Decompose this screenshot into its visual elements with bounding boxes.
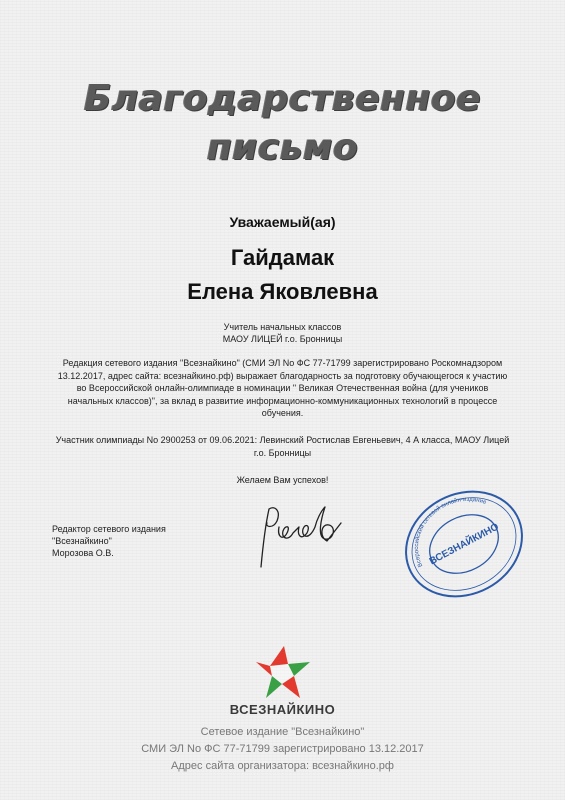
participant-line: Участник олимпиады No 2900253 от 09.06.2021: Левинский Ростислав Евгеньевич, 4 А класса, МАОУ Лицей г.о. Бронницы: [55, 435, 510, 458]
editor-line-1: Редактор сетевого издания: [52, 524, 166, 534]
title-line-1: Благодарственное: [83, 78, 482, 119]
wish-text: Желаем Вам успехов!: [236, 475, 329, 485]
recipient-school: МАОУ ЛИЦЕЙ г.о. Бронницы: [222, 334, 343, 344]
body-paragraph: Редакция сетевого издания "Всезнайкино" (СМИ ЭЛ No ФС 77-71799 зарегистрировано Роскомнадзором 13.12.2017, адрес сайта: всезнайкино.рф) выражает благодарность за подготовку обучающегося к участию во Всероссийской онлайн-олимпиаде в номинации " Великая Отечественная война (для учеников начальных классов)", за вклад в развитие информационно-коммуникационных технологий в процессе обучения.: [57, 358, 508, 418]
star-logo-icon: [254, 644, 314, 700]
stamp-center-text: ВСЕЗНАЙКИНО: [427, 521, 501, 568]
stamp: [397, 490, 531, 598]
recipient-info: [0, 321, 565, 345]
recipient-surname: Гайдамак: [230, 245, 335, 270]
editor-block: [52, 523, 166, 559]
editor-line-2: "Всезнайкино": [52, 536, 112, 546]
stamp-ring-text: Всероссийский сетевой онлайн-издание: [414, 496, 488, 568]
footer-line-2: СМИ ЭЛ No ФС 77-71799 зарегистрировано 13.12.2017: [141, 743, 424, 755]
brand-name: ВСЕЗНАЙКИНО: [229, 702, 336, 717]
signature: [255, 497, 345, 572]
footer-line-3: Адрес сайта организатора: всезнайкино.рф: [171, 760, 394, 772]
footer-line-1: Сетевое издание "Всезнайкино": [200, 726, 365, 738]
title-line-2: письмо: [206, 127, 359, 168]
greeting: Уважаемый(ая): [229, 214, 336, 230]
recipient-position: Учитель начальных классов: [223, 322, 342, 332]
editor-line-3: Морозова О.В.: [52, 548, 114, 558]
recipient-given-names: Елена Яковлевна: [187, 279, 378, 304]
